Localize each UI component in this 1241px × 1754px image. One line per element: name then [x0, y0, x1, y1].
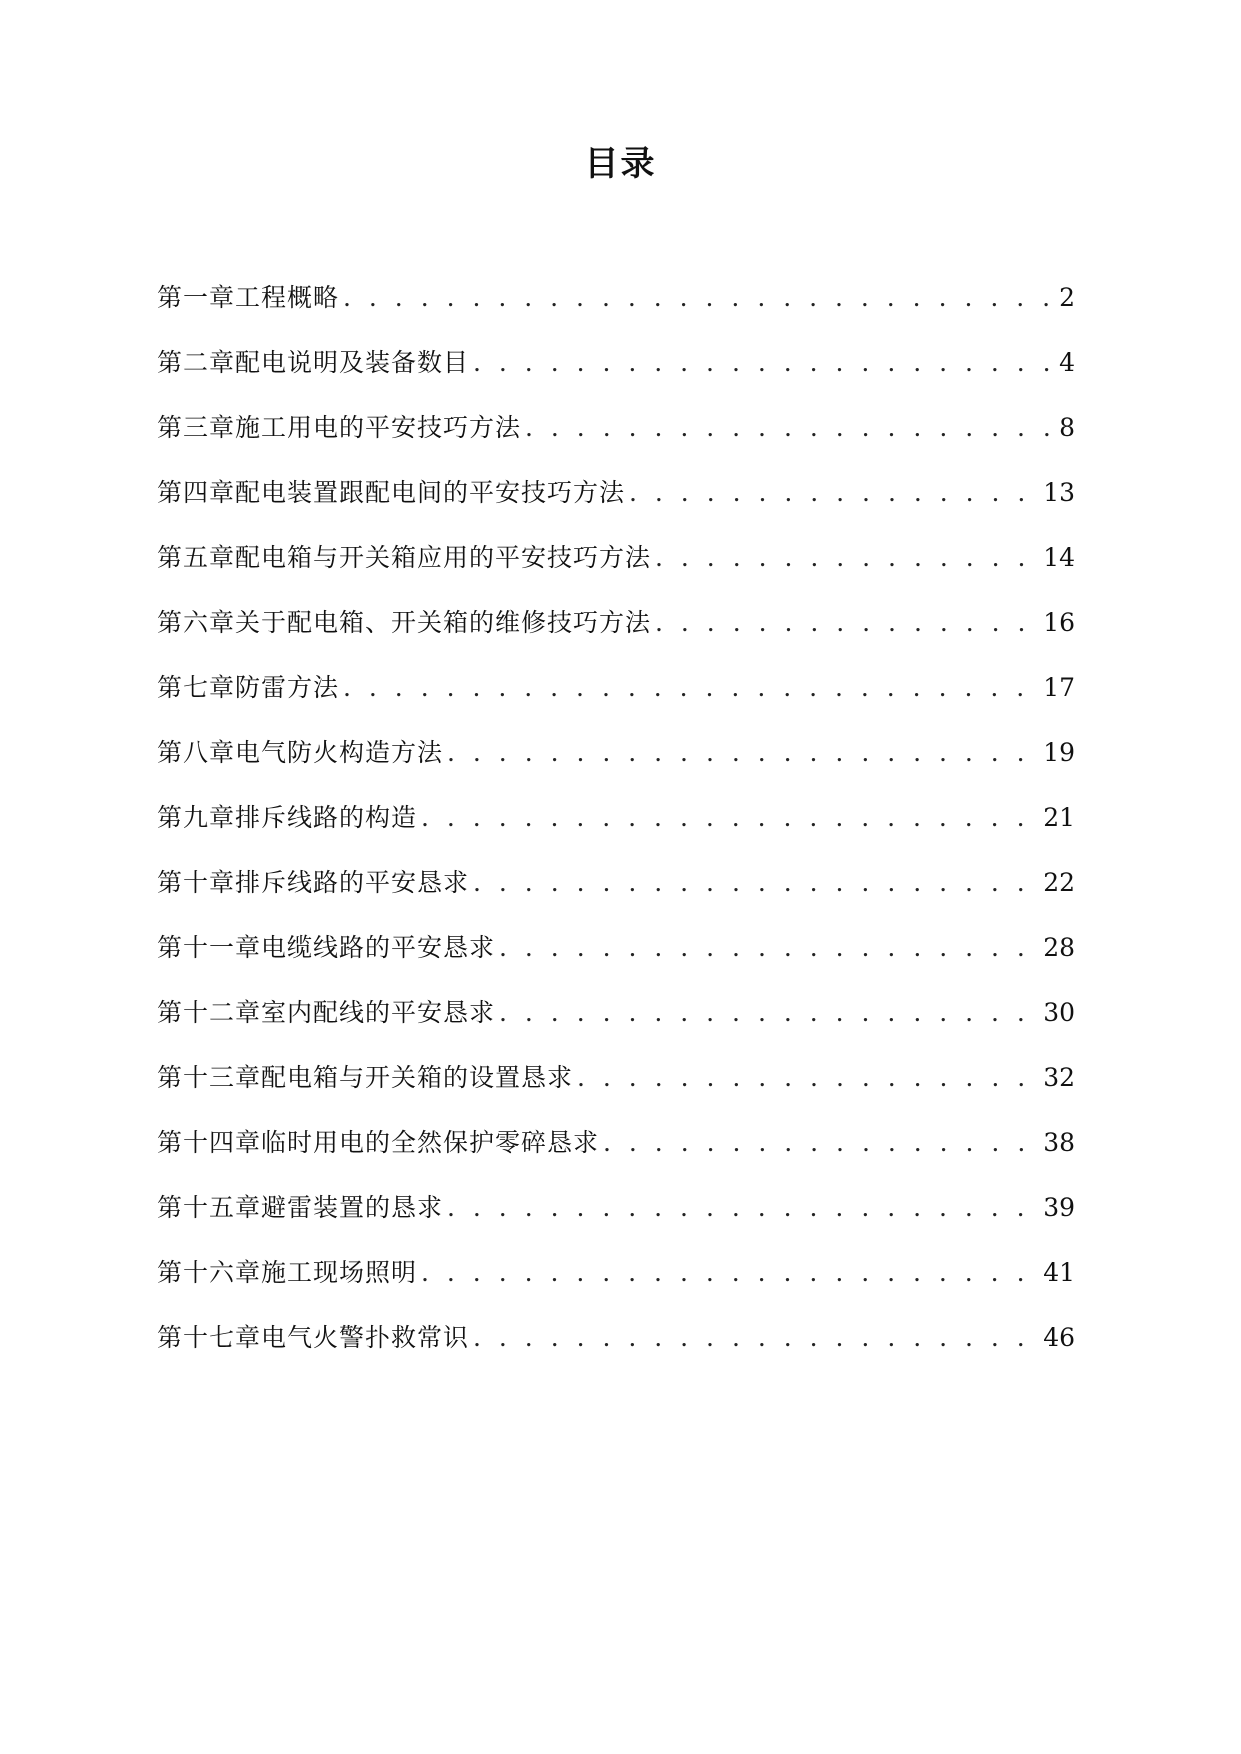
toc-entry-label: 第五章配电箱与开关箱应用的平安技巧方法: [157, 543, 652, 572]
toc-entry-page: 30: [1043, 998, 1075, 1027]
toc-entry-page: 13: [1043, 478, 1075, 507]
toc-entry-15[interactable]: [157, 1188, 1075, 1253]
toc-dot-leader: [421, 1253, 1039, 1293]
toc-entry-label: 第十四章临时用电的全然保护零碎恳求: [157, 1128, 600, 1157]
toc-entry-page: 32: [1043, 1063, 1075, 1092]
toc-dot-leader: [629, 473, 1039, 513]
toc-entry-8[interactable]: [157, 733, 1075, 798]
toc-entry-4[interactable]: [157, 473, 1075, 538]
toc-dot-leader: [447, 1188, 1039, 1228]
toc-entry-label: 第六章关于配电箱、开关箱的维修技巧方法: [157, 608, 652, 637]
toc-entry-14[interactable]: [157, 1123, 1075, 1188]
toc-dot-leader: [447, 733, 1039, 773]
toc-entry-page: 4: [1059, 348, 1075, 377]
toc-entry-label: 第十五章避雷装置的恳求: [157, 1193, 444, 1222]
toc-entry-label: 第十三章配电箱与开关箱的设置恳求: [157, 1063, 574, 1092]
toc-entry-label: 第三章施工用电的平安技巧方法: [157, 413, 522, 442]
toc-dot-leader: [499, 993, 1039, 1033]
toc-entry-label: 第十二章室内配线的平安恳求: [157, 998, 496, 1027]
toc-entry-16[interactable]: [157, 1253, 1075, 1318]
toc-dot-leader: [343, 668, 1039, 708]
toc-entry-page: 22: [1043, 868, 1075, 897]
toc-entry-5[interactable]: [157, 538, 1075, 603]
toc-dot-leader: [525, 408, 1055, 448]
toc-dot-leader: [655, 603, 1039, 643]
toc-entry-13[interactable]: [157, 1058, 1075, 1123]
toc-entry-10[interactable]: [157, 863, 1075, 928]
toc-entry-page: 14: [1043, 543, 1075, 572]
table-of-contents: [157, 278, 1075, 1383]
toc-dot-leader: [473, 1318, 1039, 1358]
toc-entry-label: 第十一章电缆线路的平安恳求: [157, 933, 496, 962]
toc-entry-label: 第十七章电气火警扑救常识: [157, 1323, 470, 1352]
toc-entry-page: 17: [1043, 673, 1075, 702]
toc-entry-11[interactable]: [157, 928, 1075, 993]
toc-entry-label: 第十六章施工现场照明: [157, 1258, 418, 1287]
toc-entry-label: 第二章配电说明及装备数目: [157, 348, 470, 377]
toc-dot-leader: [655, 538, 1039, 578]
toc-entry-page: 38: [1043, 1128, 1075, 1157]
toc-dot-leader: [577, 1058, 1039, 1098]
toc-entry-2[interactable]: [157, 343, 1075, 408]
toc-entry-page: 46: [1043, 1323, 1075, 1352]
toc-dot-leader: [499, 928, 1039, 968]
toc-entry-label: 第九章排斥线路的构造: [157, 803, 418, 832]
toc-dot-leader: [473, 863, 1039, 903]
toc-entry-1[interactable]: [157, 278, 1075, 343]
toc-entry-17[interactable]: [157, 1318, 1075, 1383]
toc-entry-page: 28: [1043, 933, 1075, 962]
toc-dot-leader: [603, 1123, 1039, 1163]
toc-entry-6[interactable]: [157, 603, 1075, 668]
toc-entry-label: 第一章工程概略: [157, 283, 340, 312]
toc-entry-page: 19: [1043, 738, 1075, 767]
toc-entry-page: 16: [1043, 608, 1075, 637]
toc-entry-page: 21: [1043, 803, 1075, 832]
toc-entry-page: 2: [1059, 283, 1075, 312]
toc-entry-3[interactable]: [157, 408, 1075, 473]
toc-entry-label: 第七章防雷方法: [157, 673, 340, 702]
toc-entry-page: 8: [1059, 413, 1075, 442]
page-title: 目录: [584, 144, 657, 184]
toc-entry-page: 39: [1043, 1193, 1075, 1222]
toc-entry-label: 第四章配电装置跟配电间的平安技巧方法: [157, 478, 626, 507]
toc-entry-7[interactable]: [157, 668, 1075, 733]
toc-dot-leader: [343, 278, 1055, 318]
toc-entry-9[interactable]: [157, 798, 1075, 863]
toc-entry-12[interactable]: [157, 993, 1075, 1058]
toc-entry-page: 41: [1043, 1258, 1075, 1287]
toc-entry-label: 第八章电气防火构造方法: [157, 738, 444, 767]
toc-dot-leader: [473, 343, 1055, 383]
toc-entry-label: 第十章排斥线路的平安恳求: [157, 868, 470, 897]
toc-dot-leader: [421, 798, 1039, 838]
